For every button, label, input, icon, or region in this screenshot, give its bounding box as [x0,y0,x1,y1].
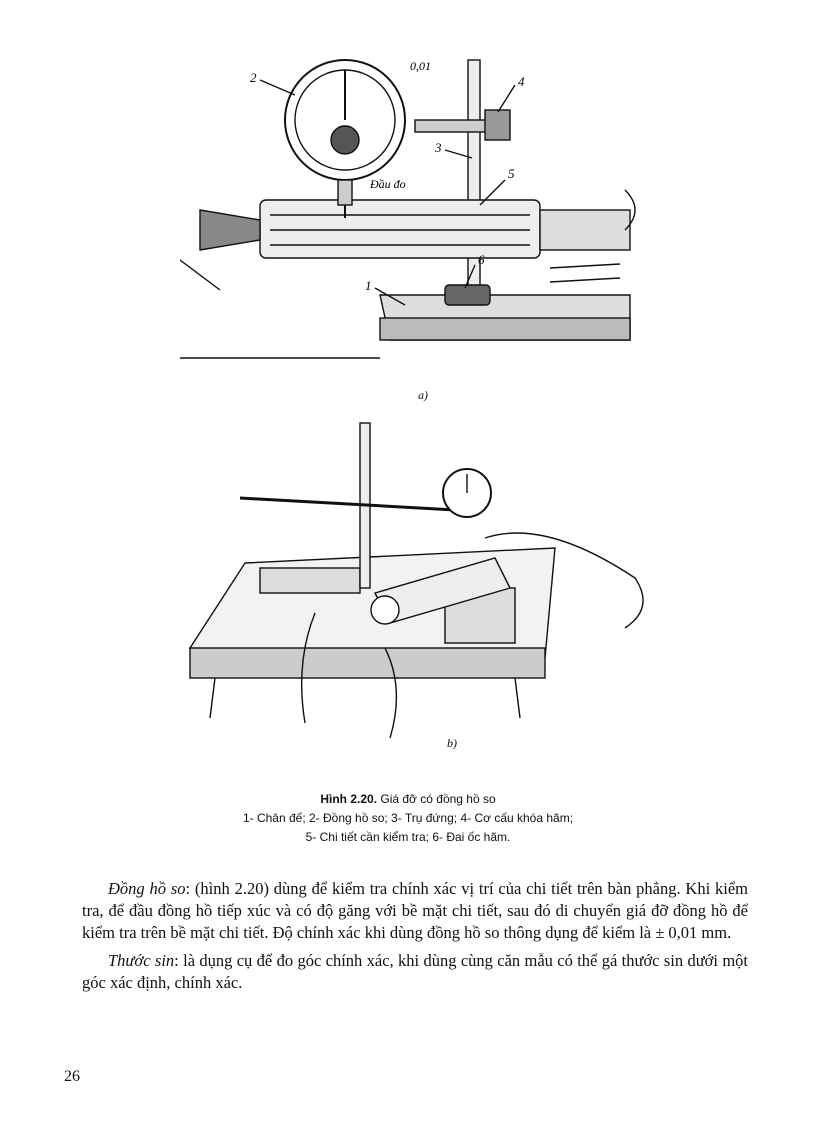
caption-number: Hình 2.20. [320,792,378,806]
label-3: 3 [435,140,442,155]
caption-line-3: 5- Chi tiết cần kiểm tra; 6- Đai ốc hãm. [305,830,511,844]
label-2: 2 [250,70,257,85]
figure-b-drawing [185,418,665,760]
label-probe: Đầu đo [370,177,406,191]
figure-b [185,418,665,760]
paragraph-thuoc-sin [82,950,748,994]
paragraph-text: : là dụng cụ để đo góc chính xác, khi dùng cùng căn mẫu có thể gá thước sin dưới một góc xác định, chính xác. [82,951,748,992]
label-4: 4 [518,74,525,89]
caption-title: Giá đỡ có đồng hồ so [380,792,496,806]
page-number: 26 [64,1068,80,1085]
term-thuoc-sin: Thước sin [108,951,175,970]
figure-caption [0,790,816,847]
body-text [82,878,748,994]
term-dong-ho-so: Đồng hồ so [108,879,186,898]
paragraph-dong-ho-so [82,878,748,944]
figure-a-sublabel: a) [418,388,428,402]
figure-b-sublabel: b) [447,736,457,750]
paragraph-text: : (hình 2.20) dùng để kiểm tra chính xác vị trí của chi tiết trên bàn phẳng. Khi kiểm tra, để đầu đồng hồ tiếp xúc và có độ găng với bề mặt chi tiết, sau đó di chuyển giá đỡ đồng hồ để kiểm tra trên bề mặt chi tiết. Độ chính xác khi dùng đồng hồ so thông dụng để kiểm là ± 0,01 mm. [82,879,748,942]
label-6: 6 [478,252,485,267]
caption-line-1 [0,790,816,809]
label-1: 1 [365,278,372,293]
figure-a-drawing [180,40,640,380]
label-scale: 0,01 [410,59,431,73]
figure-a [180,40,640,402]
caption-line-2: 1- Chân đế; 2- Đồng hồ so; 3- Trụ đứng; 4- Cơ cấu khóa hãm; [242,811,574,825]
label-5: 5 [508,166,515,181]
